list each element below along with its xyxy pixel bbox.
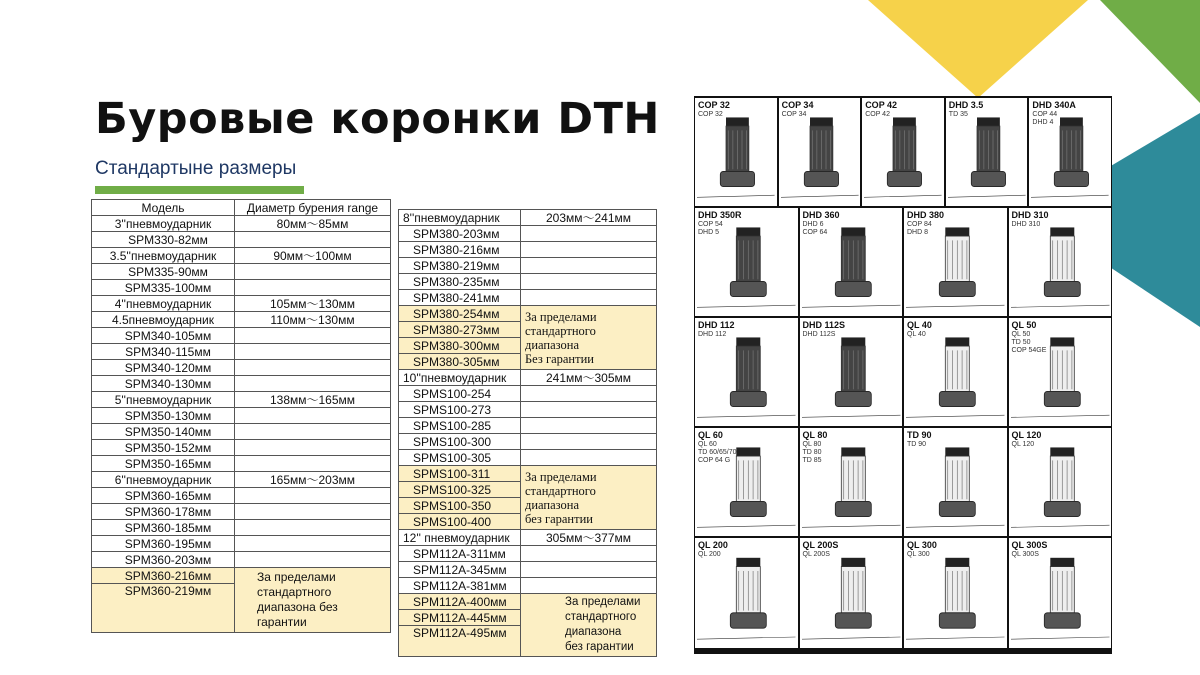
catalog-cell <box>1009 208 1112 316</box>
catalog-hammer-alt: COP 44 DHD 4 <box>1032 111 1058 126</box>
diameter-cell <box>235 552 391 568</box>
catalog-hammer-alt: QL 200S <box>802 551 830 558</box>
catalog-hammer-alt: QL 300S <box>1011 551 1039 558</box>
out-of-range-note-line: без гарантии <box>565 641 634 653</box>
table-row <box>92 568 391 584</box>
table-row <box>399 594 657 610</box>
model-cell: SPMS100-273 <box>399 402 521 418</box>
catalog-hammer-alt: DHD 112S <box>802 331 836 338</box>
model-cell: SPM380-305мм <box>399 354 521 370</box>
table-row <box>399 306 657 322</box>
table-row <box>399 578 657 594</box>
catalog-cell <box>800 318 903 426</box>
catalog-hammer-alt: DHD 310 <box>1011 221 1041 228</box>
model-cell: SPM380-235мм <box>399 274 521 290</box>
table-row <box>399 434 657 450</box>
table-row <box>92 440 391 456</box>
catalog-hammer-alt: COP 54 DHD 5 <box>698 221 723 236</box>
table-row <box>399 242 657 258</box>
catalog-cell <box>904 428 1007 536</box>
catalog-cell <box>1009 538 1112 648</box>
model-cell: SPM360-165мм <box>92 488 235 504</box>
catalog-hammer-name: COP 32 <box>698 100 730 110</box>
model-cell: SPMS100-350 <box>399 498 521 514</box>
model-cell: SPM340-115мм <box>92 344 235 360</box>
catalog-hammer-alt: DHD 112 <box>698 331 727 338</box>
catalog-hammer-alt: COP 34 <box>781 111 807 118</box>
diameter-cell <box>521 386 657 402</box>
out-of-range-note <box>521 306 657 370</box>
table-row <box>92 424 391 440</box>
diameter-cell <box>235 232 391 248</box>
catalog-hammer-name: DHD 3.5 <box>948 100 984 110</box>
diameter-cell: 305мм～377мм <box>521 530 657 546</box>
table-row <box>92 360 391 376</box>
catalog-hammer-alt: QL 60 TD 60/65/70 COP 64 G <box>698 441 737 464</box>
out-of-range-note <box>521 466 657 530</box>
diameter-cell: 138мм～165мм <box>235 392 391 408</box>
table-row <box>399 402 657 418</box>
model-cell: 4.5пневмоударник <box>92 312 235 328</box>
catalog-hammer-name: QL 200 <box>698 540 728 550</box>
catalog-hammer-alt: QL 120 <box>1011 441 1035 448</box>
table-row <box>399 562 657 578</box>
diameter-cell <box>521 226 657 242</box>
hammer-catalog-figure <box>694 96 1112 654</box>
table-row <box>92 376 391 392</box>
model-cell: SPM360-195мм <box>92 536 235 552</box>
diameter-cell <box>521 242 657 258</box>
diameter-cell <box>521 450 657 466</box>
out-of-range-note-line: стандартного <box>565 611 637 623</box>
model-cell: SPM380-273мм <box>399 322 521 338</box>
diameter-cell <box>521 290 657 306</box>
model-cell: SPM335-100мм <box>92 280 235 296</box>
diameter-cell <box>235 520 391 536</box>
diameter-cell <box>521 562 657 578</box>
catalog-hammer-name: TD 90 <box>907 430 932 440</box>
catalog-hammer-name: QL 50 <box>1011 320 1037 330</box>
table-row <box>399 210 657 226</box>
model-cell: SPMS100-285 <box>399 418 521 434</box>
model-cell: SPM360-203мм <box>92 552 235 568</box>
out-of-range-note-line: диапазона <box>565 626 622 638</box>
diameter-cell <box>235 424 391 440</box>
model-cell: 4''пневмоударник <box>92 296 235 312</box>
catalog-cell <box>695 538 798 648</box>
catalog-hammer-name: QL 300 <box>907 540 937 550</box>
catalog-cell <box>779 98 861 206</box>
out-of-range-note-line: За пределами <box>525 469 597 484</box>
catalog-hammer-alt: QL 80 TD 80 TD 85 <box>802 441 822 464</box>
diameter-cell <box>235 488 391 504</box>
catalog-hammer-name: COP 34 <box>781 100 814 110</box>
spec-table-right <box>398 209 657 657</box>
table-row <box>92 312 391 328</box>
model-cell: SPM380-203мм <box>399 226 521 242</box>
model-cell: SPM350-130мм <box>92 408 235 424</box>
catalog-hammer-alt: COP 42 <box>865 111 890 118</box>
catalog-cell <box>946 98 1028 206</box>
table-row <box>399 530 657 546</box>
model-cell: SPMS100-300 <box>399 434 521 450</box>
diameter-cell <box>235 328 391 344</box>
out-of-range-note-line: гарантии <box>257 615 307 629</box>
catalog-hammer-alt: QL 300 <box>907 551 930 558</box>
table-row <box>92 232 391 248</box>
diameter-cell <box>235 360 391 376</box>
table-row <box>92 296 391 312</box>
out-of-range-note-line: Без гарантии <box>525 351 594 366</box>
catalog-hammer-alt: DHD 6 COP 64 <box>802 221 828 236</box>
model-cell: SPM340-105мм <box>92 328 235 344</box>
catalog-hammer-name: DHD 112S <box>802 320 846 330</box>
model-cell: SPM112A-400мм <box>399 594 521 610</box>
out-of-range-note-line: За пределами <box>257 570 336 584</box>
model-cell: SPM112A-495мм <box>399 626 521 657</box>
model-cell: SPMS100-254 <box>399 386 521 402</box>
catalog-hammer-name: QL 80 <box>802 430 828 440</box>
catalog-cell <box>800 428 903 536</box>
subtitle-underline <box>95 186 304 194</box>
diameter-cell <box>235 536 391 552</box>
table-row <box>399 226 657 242</box>
model-cell: SPM112A-345мм <box>399 562 521 578</box>
diameter-cell <box>235 504 391 520</box>
diameter-cell <box>235 456 391 472</box>
catalog-cell <box>695 208 798 316</box>
diameter-cell <box>235 408 391 424</box>
diameter-cell: 165мм～203мм <box>235 472 391 488</box>
model-cell: SPM380-241мм <box>399 290 521 306</box>
diameter-cell <box>235 440 391 456</box>
page-subtitle: Стандартыне размеры <box>95 158 297 179</box>
table-row <box>399 290 657 306</box>
catalog-cell <box>695 98 777 206</box>
model-cell: SPM340-120мм <box>92 360 235 376</box>
model-cell: SPM340-130мм <box>92 376 235 392</box>
model-cell: SPM380-219мм <box>399 258 521 274</box>
out-of-range-note-line: стандартного <box>257 585 332 599</box>
diameter-cell <box>521 578 657 594</box>
catalog-hammer-name: DHD 112 <box>698 320 735 330</box>
table-row <box>92 552 391 568</box>
table-row <box>92 456 391 472</box>
out-of-range-note-line: диапазона без <box>257 600 338 614</box>
table-row <box>92 264 391 280</box>
model-cell: SPMS100-305 <box>399 450 521 466</box>
catalog-hammer-name: DHD 340A <box>1032 100 1076 110</box>
model-cell: SPMS100-400 <box>399 514 521 530</box>
catalog-cell <box>695 428 798 536</box>
catalog-cell <box>1029 98 1111 206</box>
model-cell: SPM380-216мм <box>399 242 521 258</box>
table-row <box>92 472 391 488</box>
out-of-range-note <box>235 568 391 633</box>
model-cell: SPM380-254мм <box>399 306 521 322</box>
table-row <box>399 466 657 482</box>
model-cell: SPM112A-311мм <box>399 546 521 562</box>
model-cell: 6''пневмоударник <box>92 472 235 488</box>
page-title: Буровые коронки DTH <box>95 94 660 144</box>
catalog-hammer-name: QL 300S <box>1011 540 1048 550</box>
table-row <box>399 370 657 386</box>
catalog-cell <box>904 318 1007 426</box>
catalog-hammer-alt: TD 90 <box>907 441 927 448</box>
model-cell: SPM350-140мм <box>92 424 235 440</box>
catalog-hammer-name: QL 40 <box>907 320 932 330</box>
diameter-cell <box>235 280 391 296</box>
catalog-cell <box>1009 428 1112 536</box>
model-cell: SPM350-152мм <box>92 440 235 456</box>
diameter-cell: 241мм～305мм <box>521 370 657 386</box>
catalog-hammer-name: DHD 360 <box>802 210 840 220</box>
catalog-hammer-alt: QL 200 <box>698 551 721 558</box>
model-cell: SPM350-165мм <box>92 456 235 472</box>
model-cell: 3''пневмоударник <box>92 216 235 232</box>
diameter-cell <box>521 258 657 274</box>
out-of-range-note-line: стандартного диапазона <box>525 323 596 352</box>
model-cell: SPM360-178мм <box>92 504 235 520</box>
table-row <box>92 392 391 408</box>
catalog-hammer-name: QL 60 <box>698 430 723 440</box>
model-cell: SPMS100-325 <box>399 482 521 498</box>
model-cell: SPM112A-445мм <box>399 610 521 626</box>
out-of-range-note-line: без гарантии <box>525 511 593 526</box>
model-cell: 12'' пневмоударник <box>399 530 521 546</box>
catalog-cell <box>695 318 798 426</box>
out-of-range-note <box>521 594 657 657</box>
diameter-cell: 90мм～100мм <box>235 248 391 264</box>
model-cell: 10''пневмоударник <box>399 370 521 386</box>
catalog-cell <box>862 98 944 206</box>
catalog-hammer-alt: COP 84 DHD 8 <box>907 221 932 236</box>
table-row <box>92 280 391 296</box>
table-row <box>92 344 391 360</box>
table-row <box>92 328 391 344</box>
diameter-cell <box>521 274 657 290</box>
model-cell: SPM360-216мм <box>92 568 235 584</box>
model-cell: SPMS100-311 <box>399 466 521 482</box>
catalog-hammer-name: DHD 310 <box>1011 210 1049 220</box>
catalog-hammer-alt: QL 40 <box>907 331 926 338</box>
table-row <box>92 536 391 552</box>
catalog-hammer-alt: TD 35 <box>948 111 968 118</box>
model-cell: 5''пневмоударник <box>92 392 235 408</box>
catalog-cell <box>800 538 903 648</box>
table-row <box>399 386 657 402</box>
catalog-hammer-name: QL 200S <box>802 540 839 550</box>
catalog-hammer-name: QL 120 <box>1011 430 1042 440</box>
model-cell: SPM360-219мм <box>92 584 235 633</box>
table-row <box>399 274 657 290</box>
model-cell: SPM360-185мм <box>92 520 235 536</box>
model-cell: 8''пневмоударник <box>399 210 521 226</box>
catalog-cell <box>904 538 1007 648</box>
out-of-range-note-line: За пределами <box>525 309 597 324</box>
diameter-cell: 80мм～85мм <box>235 216 391 232</box>
table-row <box>399 546 657 562</box>
table-row <box>92 488 391 504</box>
diameter-cell: 203мм～241мм <box>521 210 657 226</box>
diameter-cell <box>235 344 391 360</box>
table-row <box>92 408 391 424</box>
catalog-hammer-alt: QL 50 TD 50 COP 54GE <box>1011 331 1047 354</box>
spec-table-left <box>91 199 391 633</box>
table-header-row <box>92 200 391 216</box>
catalog-hammer-name: DHD 350R <box>698 210 742 220</box>
table-row <box>92 520 391 536</box>
diameter-cell <box>521 434 657 450</box>
catalog-cell <box>800 208 903 316</box>
model-cell: 3.5''пневмоударник <box>92 248 235 264</box>
table-row <box>399 450 657 466</box>
model-cell: SPM380-300мм <box>399 338 521 354</box>
diameter-cell <box>235 376 391 392</box>
table-row <box>92 504 391 520</box>
model-cell: SPM330-82мм <box>92 232 235 248</box>
catalog-hammer-name: COP 42 <box>865 100 898 110</box>
diameter-cell <box>521 546 657 562</box>
diameter-cell <box>521 402 657 418</box>
header-model: Модель <box>92 200 235 216</box>
diameter-cell <box>521 418 657 434</box>
diameter-cell: 105мм～130мм <box>235 296 391 312</box>
header-diameter: Диаметр бурения range <box>235 200 391 216</box>
model-cell: SPM112A-381мм <box>399 578 521 594</box>
out-of-range-note-line: За пределами <box>565 596 641 608</box>
table-row <box>92 216 391 232</box>
catalog-hammer-name: DHD 380 <box>907 210 945 220</box>
catalog-cell <box>904 208 1007 316</box>
model-cell: SPM335-90мм <box>92 264 235 280</box>
out-of-range-note-line: стандартного диапазона <box>525 483 596 512</box>
diameter-cell <box>235 264 391 280</box>
table-row <box>399 418 657 434</box>
table-row <box>92 248 391 264</box>
catalog-cell <box>1009 318 1112 426</box>
catalog-hammer-alt: COP 32 <box>698 111 723 118</box>
table-row <box>399 258 657 274</box>
diameter-cell: 110мм～130мм <box>235 312 391 328</box>
